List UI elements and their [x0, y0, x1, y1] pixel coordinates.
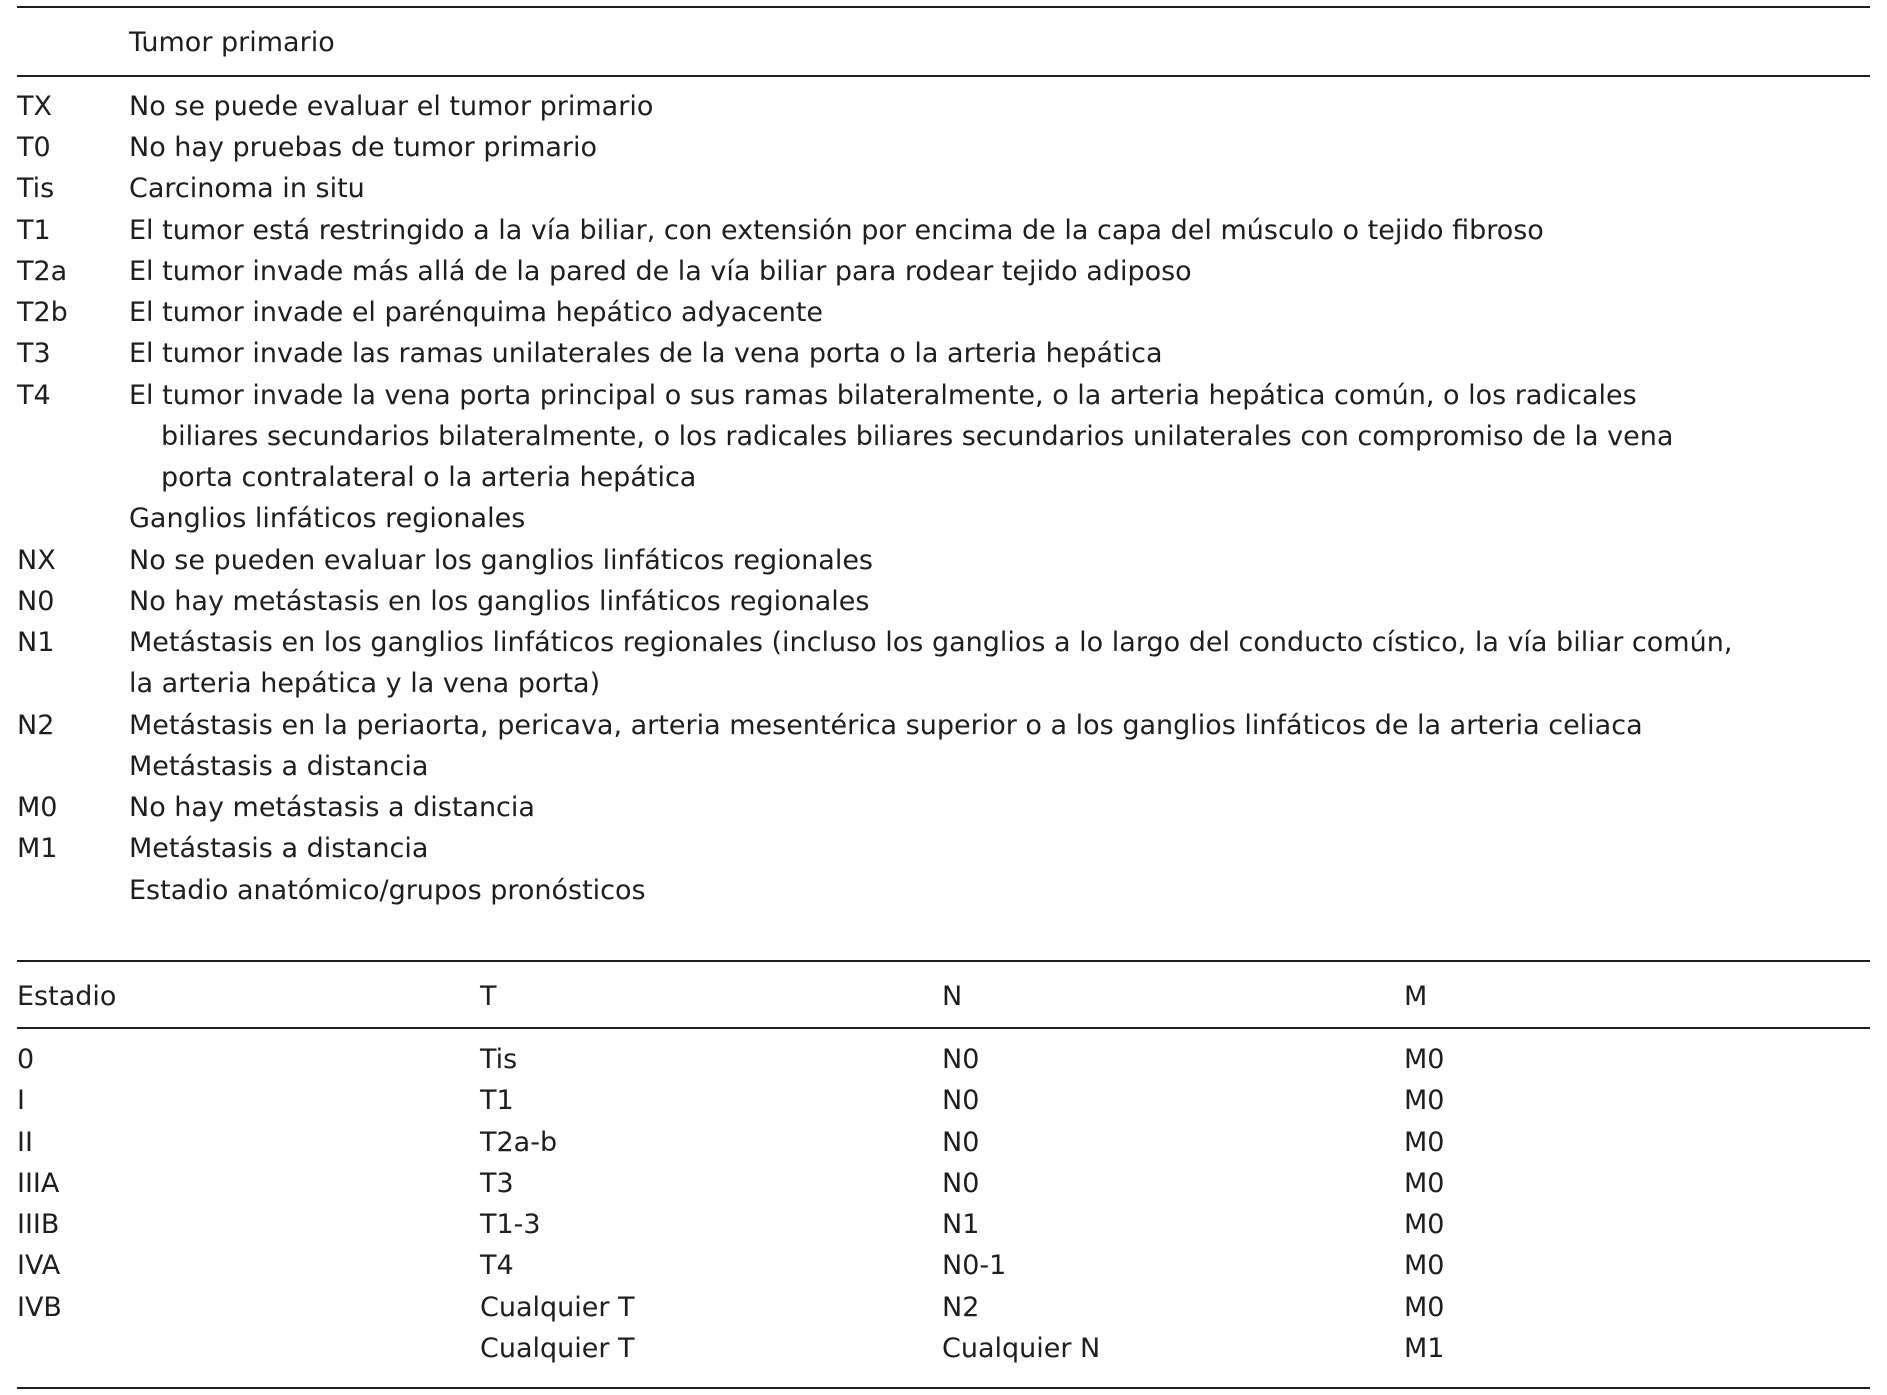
- stage-description-continuation: biliares secundarios bilateralmente, o los radicales biliares secundarios unilaterales con compromiso de la vena: [161, 421, 1674, 452]
- staging-table-bottom-rule: [17, 1387, 1870, 1389]
- stage-description: No hay pruebas de tumor primario: [129, 132, 598, 163]
- stage-description: Metástasis en los ganglios linfáticos regionales (incluso los ganglios a lo largo del conducto cístico, la vía biliar común,: [129, 627, 1733, 658]
- column-header-stage: Estadio: [17, 981, 117, 1012]
- cell-t: T1-3: [480, 1209, 541, 1240]
- cell-t: T2a-b: [480, 1127, 558, 1158]
- stage-description: No se puede evaluar el tumor primario: [129, 91, 654, 122]
- staging-table-header-rule: [17, 1027, 1870, 1029]
- cell-stage: IIIB: [17, 1209, 60, 1240]
- cell-n: N1: [942, 1209, 980, 1240]
- stage-code: NX: [17, 545, 56, 576]
- cell-m: M0: [1404, 1209, 1445, 1240]
- cell-m: M0: [1404, 1127, 1445, 1158]
- distant-header: Metástasis a distancia: [129, 751, 429, 782]
- stage-code: T3: [17, 338, 51, 369]
- stage-description: Carcinoma in situ: [129, 173, 365, 204]
- stage-code: T0: [17, 132, 51, 163]
- stage-description: El tumor está restringido a la vía biliar, con extensión por encima de la capa del músculo o tejido fibroso: [129, 215, 1544, 246]
- primary-tumor-header: Tumor primario: [129, 27, 335, 58]
- cell-m: M0: [1404, 1292, 1445, 1323]
- stage-code: T1: [17, 215, 51, 246]
- cell-stage: II: [17, 1127, 33, 1158]
- column-header-n: N: [942, 981, 963, 1012]
- stage-code: T2b: [17, 297, 68, 328]
- top-rule: [17, 6, 1870, 8]
- cell-t: T3: [480, 1168, 514, 1199]
- stage-code: N0: [17, 586, 55, 617]
- stage-code: N1: [17, 627, 55, 658]
- cell-m: M0: [1404, 1044, 1445, 1075]
- stage-description: El tumor invade más allá de la pared de la vía biliar para rodear tejido adiposo: [129, 256, 1192, 287]
- cell-n: N0: [942, 1085, 980, 1116]
- stage-description: No se pueden evaluar los ganglios linfáticos regionales: [129, 545, 874, 576]
- stage-code: M0: [17, 792, 58, 823]
- cell-t: Cualquier T: [480, 1292, 635, 1323]
- cell-n: N0: [942, 1127, 980, 1158]
- nodes-header: Ganglios linfáticos regionales: [129, 503, 526, 534]
- stage-code: TX: [17, 91, 52, 122]
- stage-description: Metástasis a distancia: [129, 833, 429, 864]
- stage-description-continuation: porta contralateral o la arteria hepática: [161, 462, 697, 493]
- cell-stage: I: [17, 1085, 25, 1116]
- stage-description: No hay metástasis en los ganglios linfáticos regionales: [129, 586, 870, 617]
- cell-t: T4: [480, 1250, 514, 1281]
- stage-description: El tumor invade la vena porta principal o sus ramas bilateralmente, o la arteria hepática común, o los radicales: [129, 380, 1637, 411]
- stage-code: T4: [17, 380, 51, 411]
- cell-n: Cualquier N: [942, 1333, 1101, 1364]
- cell-stage: IVA: [17, 1250, 61, 1281]
- column-header-t: T: [480, 981, 497, 1012]
- cell-m: M1: [1404, 1333, 1445, 1364]
- cell-stage: IVB: [17, 1292, 62, 1323]
- stage-description: Metástasis en la periaorta, pericava, arteria mesentérica superior o a los ganglios linfáticos de la arteria celiaca: [129, 710, 1643, 741]
- cell-m: M0: [1404, 1168, 1445, 1199]
- cell-stage: IIIA: [17, 1168, 60, 1199]
- stage-code: Tis: [17, 173, 55, 204]
- cell-n: N2: [942, 1292, 980, 1323]
- stage-code: N2: [17, 710, 55, 741]
- cell-t: T1: [480, 1085, 514, 1116]
- staging-header: Estadio anatómico/grupos pronósticos: [129, 875, 646, 906]
- cell-n: N0-1: [942, 1250, 1007, 1281]
- cell-n: N0: [942, 1044, 980, 1075]
- cell-m: M0: [1404, 1085, 1445, 1116]
- stage-description: No hay metástasis a distancia: [129, 792, 535, 823]
- staging-table-top-rule: [17, 960, 1870, 962]
- stage-description: El tumor invade las ramas unilaterales de la vena porta o la arteria hepática: [129, 338, 1163, 369]
- column-header-m: M: [1404, 981, 1428, 1012]
- stage-code: T2a: [17, 256, 68, 287]
- stage-description: El tumor invade el parénquima hepático adyacente: [129, 297, 824, 328]
- cell-t: Cualquier T: [480, 1333, 635, 1364]
- cell-t: Tis: [480, 1044, 518, 1075]
- stage-description-continuation: la arteria hepática y la vena porta): [129, 668, 601, 699]
- cell-n: N0: [942, 1168, 980, 1199]
- header-rule: [17, 75, 1870, 77]
- stage-code: M1: [17, 833, 58, 864]
- cell-stage: 0: [17, 1044, 35, 1075]
- cell-m: M0: [1404, 1250, 1445, 1281]
